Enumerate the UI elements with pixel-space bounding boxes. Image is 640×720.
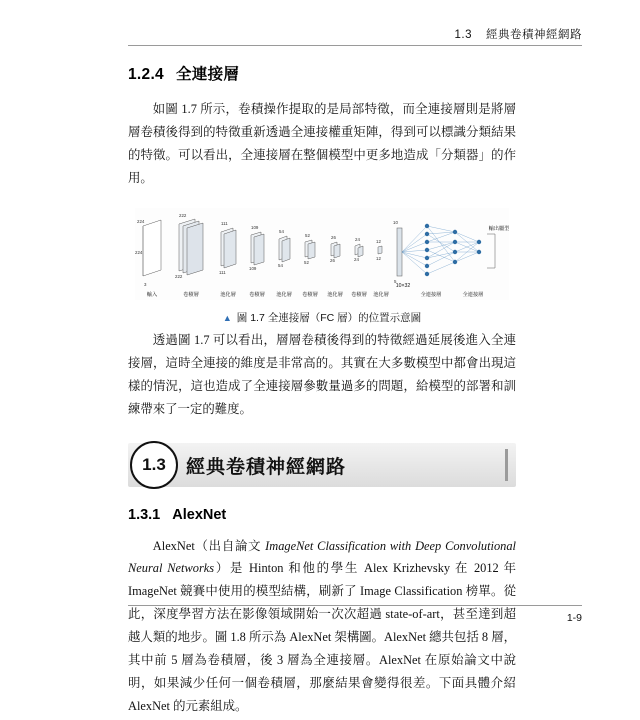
svg-text:52: 52	[304, 259, 309, 265]
svg-text:54: 54	[278, 262, 283, 268]
svg-text:輸入: 輸入	[146, 291, 158, 298]
svg-text:全連接層: 全連接層	[462, 291, 484, 298]
chapter-title: 經典卷積神經網路	[186, 456, 347, 478]
paragraph-124-1: 如圖 1.7 所示，卷積操作提取的是局部特徵，而全連接層則是將層層卷積後得到的特徵重新透過全連接權重矩陣，得到可以標識分類結果的特徵。可以看出，全連接層在整個模型中更多地造成「分類器」的作用。	[128, 102, 516, 185]
svg-text:52: 52	[305, 232, 310, 238]
header-rule	[128, 45, 582, 46]
heading-1-2-4-number: 1.2.4	[128, 66, 164, 83]
footer-rule	[128, 605, 582, 606]
svg-text:卷積層: 卷積層	[302, 291, 318, 298]
page-number: 1-9	[566, 612, 582, 624]
paragraph-131-part-a: AlexNet（出自論文	[152, 538, 266, 553]
svg-text:111: 111	[219, 269, 226, 275]
heading-1-3-1-title: AlexNet	[172, 506, 227, 523]
svg-text:12: 12	[376, 255, 381, 261]
svg-text:24: 24	[354, 256, 359, 262]
svg-text:12: 12	[376, 238, 381, 244]
svg-text:111: 111	[221, 220, 228, 226]
svg-text:池化層: 池化層	[220, 291, 236, 298]
svg-text:109: 109	[251, 224, 259, 230]
chapter-banner-bar	[505, 449, 508, 481]
chapter-banner	[128, 443, 516, 487]
svg-text:卷積層: 卷積層	[351, 291, 367, 298]
figure-caption-text: 圖 1.7 全連接層（FC 層）的位置示意圖	[236, 311, 422, 324]
svg-text:10×32: 10×32	[395, 282, 411, 289]
svg-text:109: 109	[249, 265, 257, 271]
paragraph-131-part-b: ）是 Hinton 和他的學生 Alex Krizhevsky 在 2012 年 ImageNet 競賽中使用的模型結構，刷新了 Image Classification 榜單。從此，深度學習方法在影像領域開始一次次超過 state-of-art，甚至達到超越人類的地步。圖 1.8 所示為 AlexNet 架構圖。AlexNet 總共包括 8 層，其中前 5 層為卷積層，後 3 層為全連接層。AlexNet 在原始論文中說明，如果減少任何一個卷積層，那麼結果會變得很差。下面具體介紹 AlexNet 的元素組成。	[128, 561, 517, 714]
svg-text:10: 10	[393, 219, 398, 225]
svg-text:222: 222	[175, 273, 183, 279]
running-head	[455, 26, 583, 42]
svg-text:24: 24	[355, 236, 360, 242]
caption-triangle-icon: ▲	[222, 312, 232, 323]
svg-text:222: 222	[179, 212, 187, 218]
heading-1-2-4	[128, 62, 516, 84]
page-content	[128, 62, 516, 720]
paragraph-131-1	[128, 535, 516, 719]
heading-1-2-4-title: 全連接層	[175, 66, 240, 83]
running-head-number: 1.3	[454, 29, 472, 41]
paragraph-124-2: 透過圖 1.7 可以看出，層層卷積後得到的特徵經過延展後進入全連接層，這時全連接的維度是非常高的。其實在大多數模型中都會出現這樣的情況，這也造成了全連接層參數量過多的問題，給模型的部署和訓練帶來了一定的難度。	[128, 332, 516, 416]
paragraph-131-italic-title: ImageNet Classification with Deep Convolutional Neural Networks	[128, 538, 516, 576]
svg-text:卷積層: 卷積層	[249, 291, 265, 298]
svg-text:池化層: 池化層	[276, 291, 292, 298]
figure-caption	[128, 310, 516, 325]
heading-1-3-1	[128, 507, 516, 523]
svg-text:26: 26	[330, 257, 335, 263]
svg-text:卷積層: 卷積層	[183, 291, 199, 298]
svg-text:池化層: 池化層	[373, 291, 389, 298]
cnn-architecture-svg	[135, 208, 509, 300]
svg-text:26: 26	[331, 234, 336, 240]
figure-1-7-diagram	[135, 208, 509, 300]
chapter-number: 1.3	[142, 454, 166, 474]
svg-text:輸出屬型: 輸出屬型	[488, 225, 509, 232]
svg-text:3: 3	[144, 281, 147, 287]
svg-text:224: 224	[137, 218, 145, 224]
running-head-title: 經典卷積神經網路	[486, 29, 582, 41]
figure-1-7	[128, 208, 516, 325]
svg-text:全連接層: 全連接層	[420, 291, 442, 298]
svg-text:224: 224	[135, 249, 143, 255]
svg-text:5: 5	[394, 278, 397, 284]
svg-text:54: 54	[279, 228, 284, 234]
heading-1-3-1-number: 1.3.1	[128, 506, 161, 523]
svg-text:池化層: 池化層	[327, 291, 343, 298]
